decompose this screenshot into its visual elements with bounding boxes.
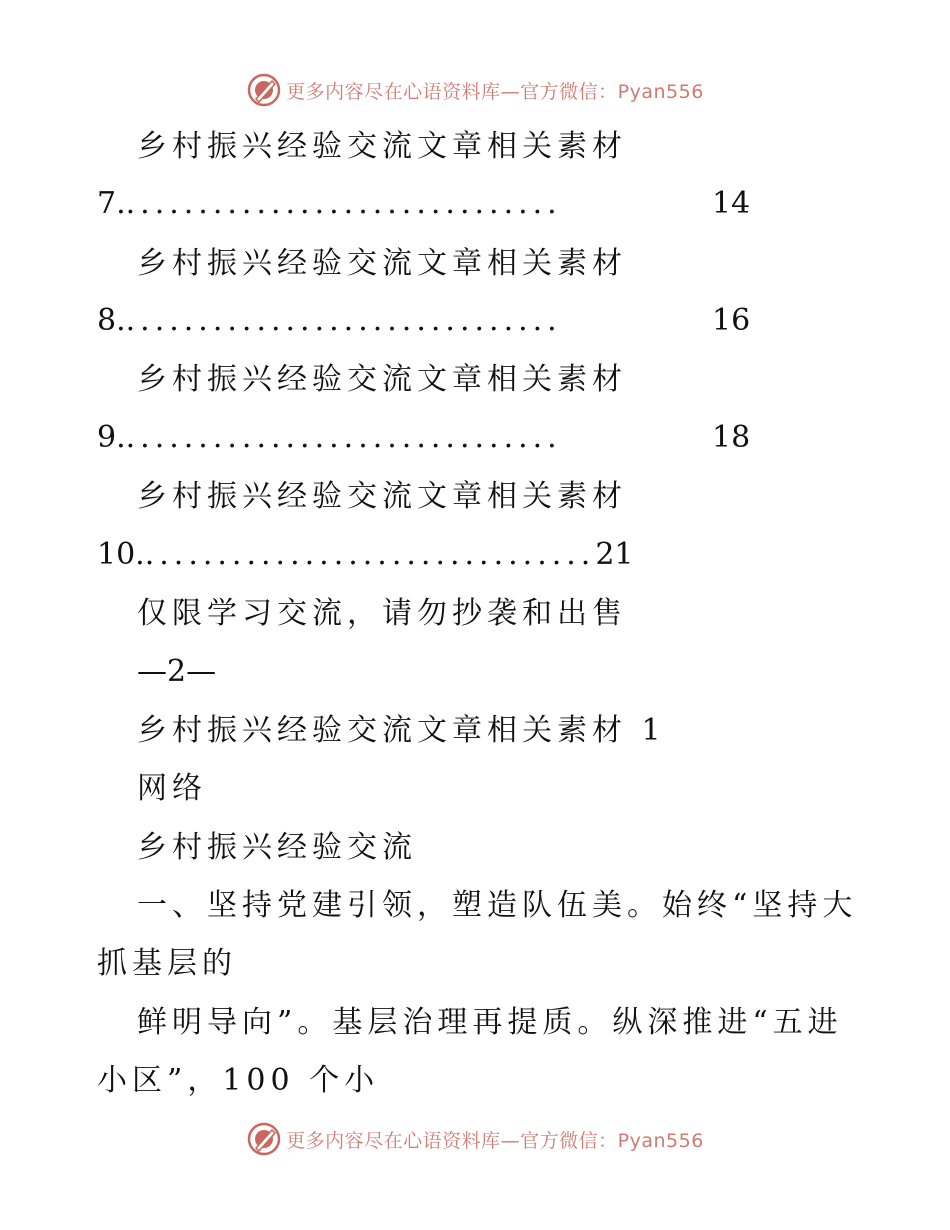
toc-number: 8. <box>97 303 126 338</box>
page-number-marker: —2— <box>137 654 217 689</box>
toc-entry[interactable] <box>97 418 751 458</box>
toc-title: 乡村振兴经验交流文章相关素材 <box>137 129 627 164</box>
toc-entry[interactable] <box>97 184 751 224</box>
toc-entry[interactable] <box>97 301 751 341</box>
article-subtitle: 乡村振兴经验交流 <box>137 830 417 865</box>
toc-number: 10. <box>97 537 145 572</box>
pen-logo-icon <box>246 72 282 108</box>
toc-page-number: 14 <box>712 186 751 221</box>
copyright-notice: 仅限学习交流，请勿抄袭和出售 <box>137 596 627 631</box>
paragraph-line: 一、坚持党建引领，塑造队伍美。始终“坚持大 <box>137 888 858 923</box>
watermark-header <box>0 68 950 112</box>
toc-entry[interactable] <box>97 535 634 575</box>
toc-leader-dots: .............................. <box>125 420 562 455</box>
toc-leader-dots: .............................. <box>125 303 562 338</box>
paragraph-line: 抓基层的 <box>97 946 237 981</box>
toc-page-number: 16 <box>712 303 751 338</box>
toc-leader-dots: ............................... <box>144 537 596 572</box>
toc-page-number: 21 <box>595 537 634 572</box>
toc-title: 乡村振兴经验交流文章相关素材 <box>137 246 627 281</box>
paragraph-line: 鲜明导向”。基层治理再提质。纵深推进“五进 <box>137 1005 843 1040</box>
toc-title: 乡村振兴经验交流文章相关素材 <box>137 479 627 514</box>
toc-number: 9. <box>97 420 126 455</box>
toc-page-number: 18 <box>712 420 751 455</box>
watermark-footer <box>0 1117 950 1161</box>
toc-title: 乡村振兴经验交流文章相关素材 <box>137 362 627 397</box>
article-source: 网络 <box>137 771 207 806</box>
article-heading: 乡村振兴经验交流文章相关素材 1 <box>137 713 666 748</box>
pen-logo-icon <box>246 1121 282 1157</box>
watermark-text: 更多内容尽在心语资料库—官方微信：Pyan556 <box>286 1129 704 1152</box>
paragraph-line: 小区”，100 个小 <box>97 1063 380 1098</box>
toc-number: 7. <box>97 186 126 221</box>
toc-leader-dots: .............................. <box>125 186 562 221</box>
watermark-text: 更多内容尽在心语资料库—官方微信：Pyan556 <box>286 80 704 103</box>
